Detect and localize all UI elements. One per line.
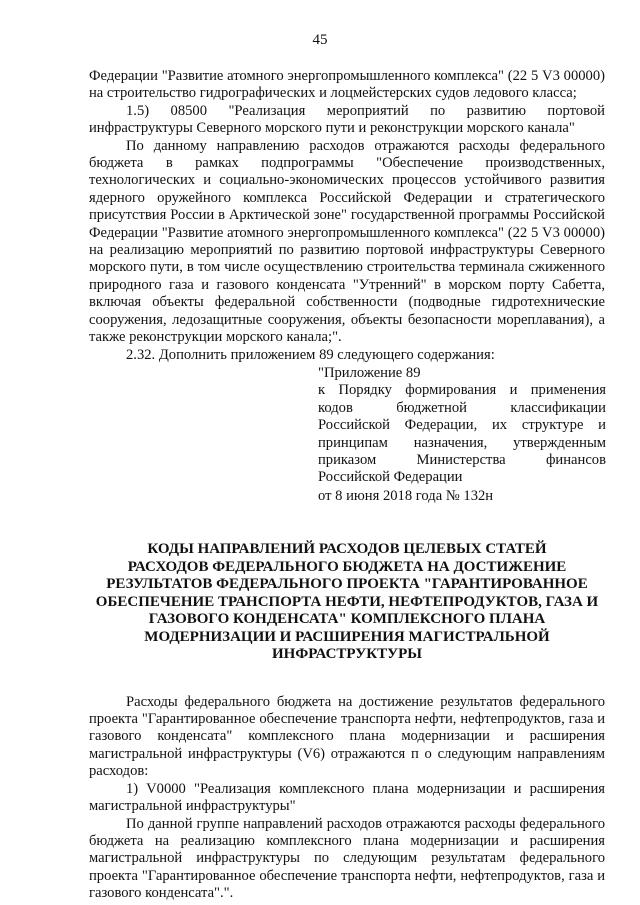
section-title-line: РЕЗУЛЬТАТОВ ФЕДЕРАЛЬНОГО ПРОЕКТА "ГАРАНТИРОВАННОЕ <box>106 576 588 593</box>
paragraph-item-v0000-description: По данной группе направлений расходов отражаются расходы федерального бюджета на реализацию комплексного плана модернизации и расширения магистральной инфраструктуры по следующим результатам федерального проекта "Гарантированное обеспечение транспорта нефти, нефтепродуктов, газа и газового конденсата".". <box>89 815 605 902</box>
paragraph-item-v0000: 1) V0000 "Реализация комплексного плана модернизации и расширения магистральной инфраструктуры" <box>89 780 605 815</box>
section-title <box>89 541 605 664</box>
appendix-header-block <box>318 365 606 505</box>
section-text <box>89 694 605 903</box>
appendix-heading: "Приложение 89 <box>318 364 421 381</box>
paragraph-2-32: 2.32. Дополнить приложением 89 следующего содержания: <box>126 346 495 363</box>
section-title-line: ИНФРАСТРУКТУРЫ <box>272 646 422 663</box>
paragraph-intro: Расходы федерального бюджета на достижение результатов федерального проекта "Гарантированное обеспечение транспорта нефти, нефтепродуктов, газа и газового конденсата" комплексного плана модернизации и расширения магистральной инфраструктуры (V6) отражаются п о следующим направлениям расходов: <box>89 693 605 780</box>
appendix-reference-line: Российской Федерации, их структуре и <box>318 417 606 434</box>
section-title-line: ГАЗОВОГО КОНДЕНСАТА" КОМПЛЕКСНОГО ПЛАНА <box>148 611 546 628</box>
appendix-reference-line: Российской Федерации <box>318 469 463 486</box>
paragraph-item-1-5: 1.5) 08500 "Реализация мероприятий по развитию портовой инфраструктуры Северного морского пути и реконструкции морского канала" <box>89 102 605 137</box>
appendix-order-date: от 8 июня 2018 года № 132н <box>318 487 494 504</box>
page-number: 45 <box>312 32 328 48</box>
appendix-reference-line: приказом Министерства финансов <box>318 451 606 468</box>
document-body <box>89 68 605 903</box>
appendix-reference-line: к Порядку формирования и применения <box>318 382 606 399</box>
section-title-line: КОДЫ НАПРАВЛЕНИЙ РАСХОДОВ ЦЕЛЕВЫХ СТАТЕЙ <box>147 541 547 558</box>
section-title-line: МОДЕРНИЗАЦИИ И РАСШИРЕНИЯ МАГИСТРАЛЬНОЙ <box>144 628 550 645</box>
section-title-line: ОБЕСПЕЧЕНИЕ ТРАНСПОРТА НЕФТИ, НЕФТЕПРОДУКТОВ, ГАЗА И <box>95 593 599 610</box>
appendix-reference-line: принципам назначения, утвержденным <box>318 434 606 451</box>
paragraph-item-1-5-description: По данному направлению расходов отражаются расходы федерального бюджета в рамках подпрограммы "Обеспечение производственных, технологических и социально-экономических процессов устойчивого развития ядерного оружейного комплекса Российской Федерации и стратегического присутствия России в Арктической зоне" государственной программы Российской Федерации "Развитие атомного энергопромышленного комплекса" (22 5 V3 00000) на реализацию мероприятий по развитию портовой инфраструктуры Северного морского пути, в том числе осуществлению строительства терминала сжиженного природного газа и газового конденсата "Утренний" в морском порту Сабетта, включая объекты федеральной собственности (подводные гидротехнические сооружения, ледозащитные сооружения, объекты безопасности мореплавания), а также реконструкции морского канала;". <box>89 137 605 346</box>
section-title-line: РАСХОДОВ ФЕДЕРАЛЬНОГО БЮДЖЕТА НА ДОСТИЖЕНИЕ <box>127 558 567 575</box>
appendix-reference <box>318 382 606 486</box>
appendix-reference-line: кодов бюджетной классификации <box>318 399 606 416</box>
paragraph-continuation: Федерации "Развитие атомного энергопромышленного комплекса" (22 5 V3 00000) на строительство гидрографических и лоцмейстерских судов ледового класса; <box>89 68 605 102</box>
